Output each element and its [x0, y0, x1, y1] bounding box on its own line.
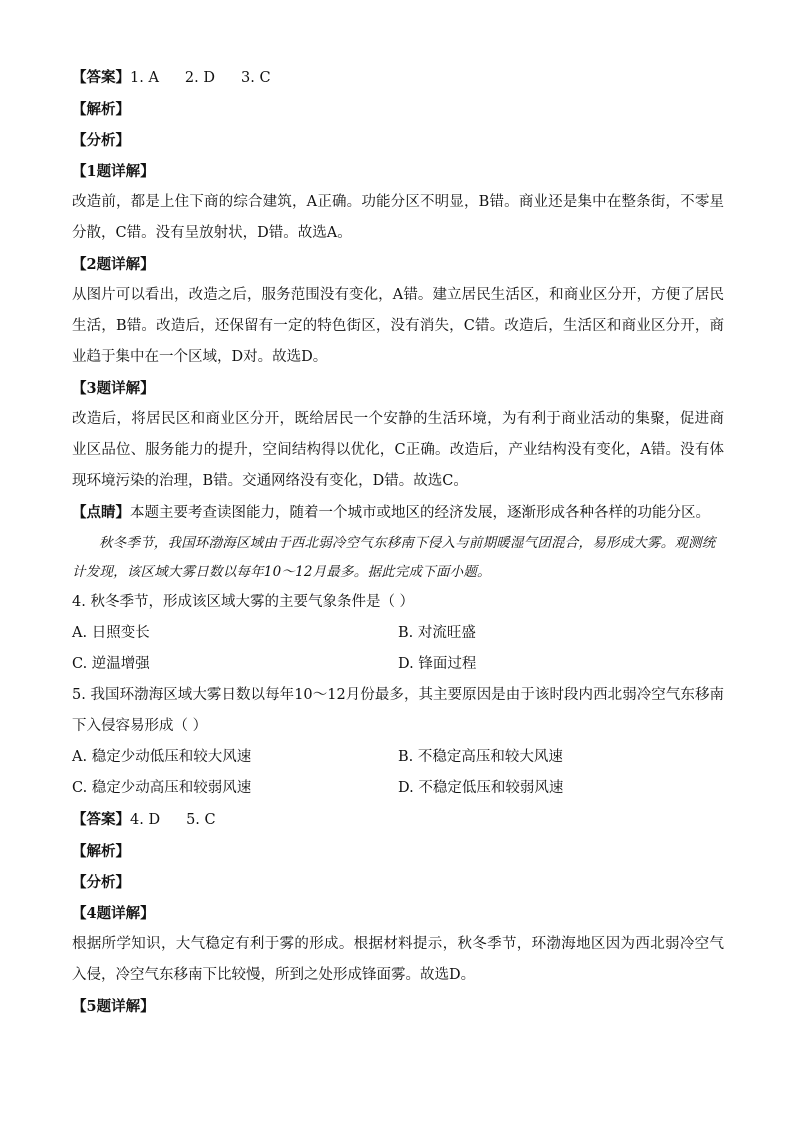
q5-detail-title: 【5题详解】: [72, 998, 155, 1015]
q4-options-row-1: [72, 618, 724, 649]
q4-option-a: A. 日照变长: [72, 625, 150, 641]
q1-detail-title: 【1题详解】: [72, 163, 155, 180]
answer-2: 2. D: [184, 70, 215, 86]
q5-option-b: B. 不稳定高压和较大风速: [398, 749, 563, 765]
answer-line-2: [72, 804, 724, 836]
answer-line-1: [72, 62, 724, 94]
answer-tag: 【答案】: [72, 69, 130, 86]
q2-detail-title: 【2题详解】: [72, 256, 155, 273]
q2-detail-text: 从图片可以看出，改造之后，服务范围没有变化，A错。建立居民生活区，和商业区分开，方便了居民生活，B错。改造后，还保留有一定的特色街区，没有消失，C错。改造后，生活区和商业区分开，商业趋于集中在一个区域，D对。故选D。: [72, 287, 724, 365]
q5-stem: 5. 我国环渤海区域大雾日数以每年10～12月份最多，其主要原因是由于该时段内西北弱冷空气东移南下入侵容易形成（ ）: [72, 687, 724, 734]
fenxi-heading-2: 【分析】: [72, 874, 130, 891]
dianjing-tag: 【点睛】: [72, 504, 130, 521]
answer-4: 4. D: [130, 812, 161, 828]
answer-tag-2: 【答案】: [72, 811, 130, 828]
q4-detail-text: 根据所学知识，大气稳定有利于雾的形成。根据材料提示，秋冬季节，环渤海地区因为西北弱冷空气入侵，冷空气东移南下比较慢，所到之处形成锋面雾。故选D。: [72, 936, 724, 983]
q3-detail-text: 改造后，将居民区和商业区分开，既给居民一个安静的生活环境，为有利于商业活动的集聚，促进商业区品位、服务能力的提升，空间结构得以优化，C正确。改造后，产业结构没有变化，A错。没有体现环境污染的治理，B错。交通网络没有变化，D错。故选C。: [72, 411, 724, 489]
q5-options-row-1: [72, 742, 724, 773]
document-page: [72, 62, 724, 1022]
fenxi-heading-1: 【分析】: [72, 132, 130, 149]
q4-options-row-2: [72, 649, 724, 680]
dianjing-line: [72, 497, 724, 529]
analysis-heading-2: 【解析】: [72, 843, 130, 860]
answer-5: 5. C: [186, 812, 216, 828]
answer-3: 3. C: [241, 70, 271, 86]
q5-option-d: D. 不稳定低压和较弱风速: [398, 780, 564, 796]
q5-options-row-2: [72, 773, 724, 804]
analysis-heading-1: 【解析】: [72, 101, 130, 118]
material-text: 秋冬季节，我国环渤海区域由于西北弱冷空气东移南下侵入与前期暖湿气团混合，易形成大雾。观测统计发现，该区域大雾日数以每年10～12月最多。据此完成下面小题。: [72, 535, 716, 580]
q5-option-a: A. 稳定少动低压和较大风速: [72, 749, 252, 765]
q4-detail-title: 【4题详解】: [72, 905, 155, 922]
answer-1: 1. A: [130, 70, 159, 86]
q4-option-c: C. 逆温增强: [72, 656, 150, 672]
q5-option-c: C. 稳定少动高压和较弱风速: [72, 780, 252, 796]
q1-detail-text: 改造前，都是上住下商的综合建筑，A正确。功能分区不明显，B错。商业还是集中在整条街，不零星分散，C错。没有呈放射状，D错。故选A。: [72, 194, 724, 241]
q3-detail-title: 【3题详解】: [72, 380, 155, 397]
q4-stem: 4. 秋冬季节，形成该区域大雾的主要气象条件是（ ）: [72, 594, 415, 610]
q4-option-b: B. 对流旺盛: [398, 625, 476, 641]
q4-option-d: D. 锋面过程: [398, 656, 477, 672]
dianjing-text: 本题主要考查读图能力，随着一个城市或地区的经济发展，逐渐形成各种各样的功能分区。: [130, 505, 710, 521]
